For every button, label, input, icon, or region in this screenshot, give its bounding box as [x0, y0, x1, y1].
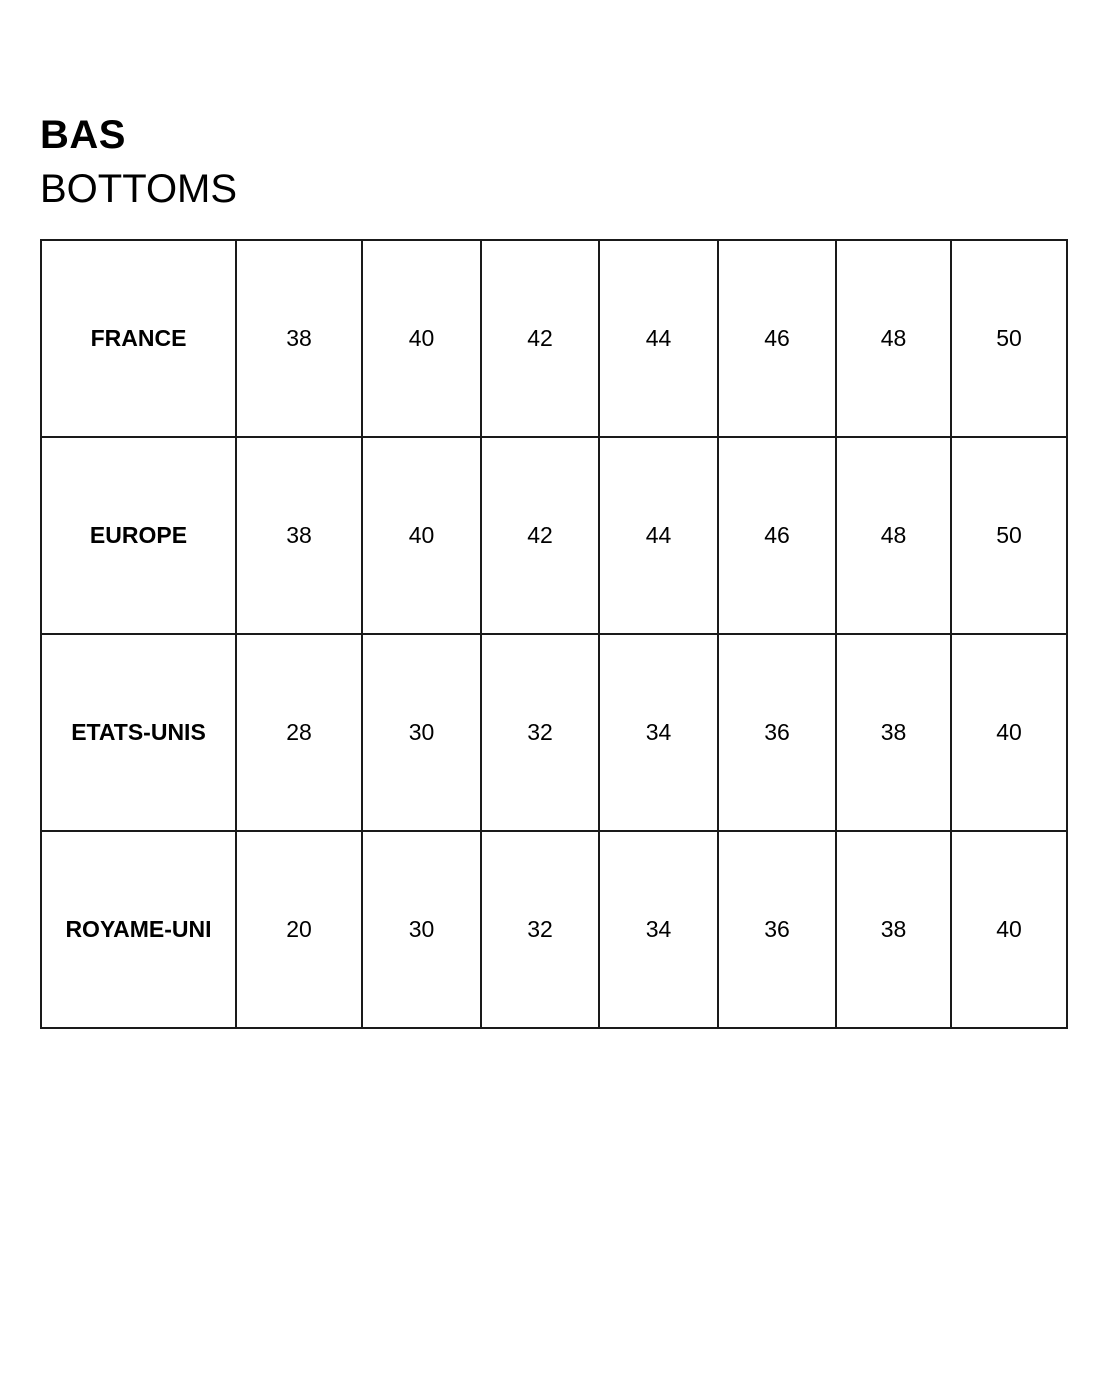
size-cell: 34: [599, 831, 718, 1028]
region-label-france: FRANCE: [41, 240, 236, 437]
size-cell: 48: [836, 240, 951, 437]
size-cell: 28: [236, 634, 362, 831]
size-cell: 48: [836, 437, 951, 634]
size-cell: 38: [236, 437, 362, 634]
page-subtitle: BOTTOMS: [40, 167, 238, 211]
size-cell: 30: [362, 831, 481, 1028]
size-cell: 20: [236, 831, 362, 1028]
size-cell: 34: [599, 634, 718, 831]
size-cell: 44: [599, 437, 718, 634]
size-cell: 40: [951, 634, 1067, 831]
size-cell: 36: [718, 831, 836, 1028]
size-cell: 40: [362, 437, 481, 634]
size-cell: 38: [836, 831, 951, 1028]
table-row: [41, 437, 1067, 634]
size-cell: 36: [718, 634, 836, 831]
size-chart-table: [40, 239, 1068, 1029]
page-title: BAS: [40, 113, 126, 157]
size-cell: 40: [362, 240, 481, 437]
size-cell: 42: [481, 240, 599, 437]
heading-block: [40, 112, 237, 212]
region-label-europe: EUROPE: [41, 437, 236, 634]
table-row: [41, 240, 1067, 437]
size-cell: 46: [718, 240, 836, 437]
size-cell: 42: [481, 437, 599, 634]
size-cell: 32: [481, 634, 599, 831]
size-cell: 40: [951, 831, 1067, 1028]
region-label-royame-uni: ROYAME-UNI: [41, 831, 236, 1028]
size-cell: 30: [362, 634, 481, 831]
region-label-etats-unis: ETATS-UNIS: [41, 634, 236, 831]
size-cell: 32: [481, 831, 599, 1028]
size-cell: 50: [951, 240, 1067, 437]
size-cell: 46: [718, 437, 836, 634]
table-row: [41, 831, 1067, 1028]
size-cell: 38: [836, 634, 951, 831]
table-row: [41, 634, 1067, 831]
size-cell: 50: [951, 437, 1067, 634]
size-cell: 38: [236, 240, 362, 437]
size-cell: 44: [599, 240, 718, 437]
